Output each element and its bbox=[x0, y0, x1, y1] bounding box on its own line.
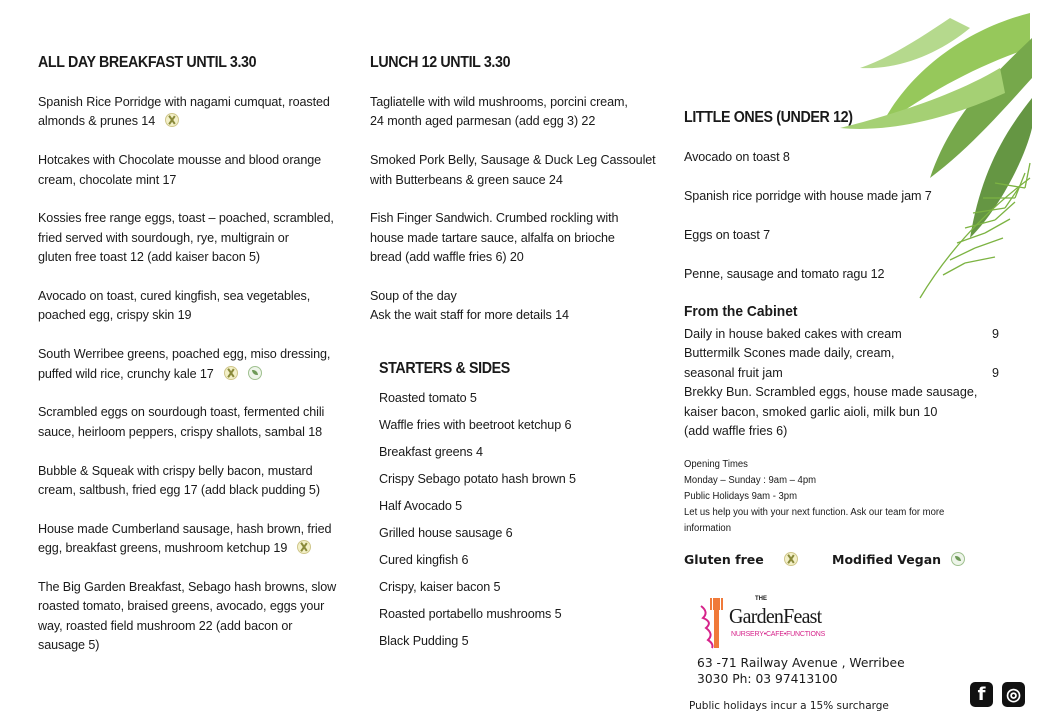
facebook-icon[interactable]: f bbox=[970, 682, 993, 707]
menu-item-text: Penne, sausage and tomato ragu 12 bbox=[684, 267, 885, 281]
cabinet-item-text: seasonal fruit jam bbox=[684, 365, 783, 380]
menu-item-text: Roasted tomato 5 bbox=[379, 391, 477, 405]
menu-item-line bbox=[38, 520, 336, 539]
gluten-free-icon bbox=[224, 366, 238, 380]
menu-item bbox=[38, 287, 336, 326]
opening-times bbox=[684, 457, 969, 537]
surcharge-note: Public holidays incur a 15% surcharge bbox=[689, 700, 889, 712]
menu-item-text: Scrambled eggs on sourdough toast, fermented chili bbox=[38, 405, 325, 420]
menu-item-text: gluten free toast 12 (add kaiser bacon 5) bbox=[38, 250, 261, 265]
gluten-free-icon bbox=[784, 552, 798, 566]
menu-item-line bbox=[38, 462, 336, 481]
menu-item-line bbox=[38, 617, 336, 636]
menu-item bbox=[684, 187, 932, 206]
menu-item-text: Kossies free range eggs, toast – poached, scrambled, bbox=[38, 211, 334, 226]
menu-item-line bbox=[38, 365, 336, 384]
menu-item-text: roasted tomato, braised greens, avocado, eggs your bbox=[38, 599, 325, 614]
menu-item-text: Fish Finger Sandwich. Crumbed rockling with bbox=[370, 211, 619, 226]
cabinet-item bbox=[684, 403, 999, 422]
menu-item-line bbox=[38, 171, 336, 190]
menu-item-text: cream, chocolate mint 17 bbox=[38, 172, 177, 187]
menu-item-text: poached egg, crispy skin 19 bbox=[38, 308, 192, 323]
menu-item-text: egg, breakfast greens, mushroom ketchup 19 bbox=[38, 541, 288, 556]
menu-item bbox=[38, 462, 336, 501]
logo-small-text: THE bbox=[755, 596, 767, 602]
menu-item-line bbox=[38, 229, 336, 248]
menu-item-line bbox=[370, 112, 656, 131]
menu-item-line bbox=[38, 578, 336, 597]
garden-feast-logo bbox=[697, 596, 847, 652]
menu-item-text: 24 month aged parmesan (add egg 3) 22 bbox=[370, 114, 596, 129]
menu-item bbox=[379, 551, 576, 570]
menu-item-line bbox=[684, 148, 932, 167]
menu-item-line bbox=[379, 578, 576, 597]
cabinet-item-text: Buttermilk Scones made daily, cream, bbox=[684, 346, 895, 361]
menu-item bbox=[38, 578, 336, 656]
menu-item bbox=[38, 345, 336, 384]
menu-item-text: Tagliatelle with wild mushrooms, porcini cream, bbox=[370, 95, 628, 109]
menu-item-line bbox=[38, 306, 336, 325]
menu-item bbox=[379, 389, 576, 408]
menu-item bbox=[370, 93, 656, 132]
menu-item-text: The Big Garden Breakfast, Sebago hash browns, slow bbox=[38, 580, 337, 595]
menu-item-line bbox=[370, 93, 656, 112]
little-ones-heading: LITTLE ONES (UNDER 12) bbox=[684, 109, 853, 126]
menu-item bbox=[38, 520, 336, 559]
opening-times-line: Public Holidays 9am - 3pm bbox=[684, 491, 797, 502]
menu-item-text: Hotcakes with Chocolate mousse and blood orange bbox=[38, 153, 322, 168]
menu-item-line bbox=[379, 470, 576, 489]
opening-times-line: Monday – Sunday : 9am – 4pm bbox=[684, 475, 817, 486]
menu-item-line bbox=[379, 389, 576, 408]
menu-item-text: Spanish Rice Porridge with nagami cumquat, roasted bbox=[38, 95, 330, 109]
menu-item-text: house made tartare sauce, alfalfa on brioche bbox=[370, 230, 615, 245]
vegan-icon bbox=[248, 366, 262, 380]
menu-item-text: Spanish rice porridge with house made jam 7 bbox=[684, 189, 932, 203]
menu-item-text: Avocado on toast, cured kingfish, sea vegetables, bbox=[38, 289, 311, 304]
lunch-list bbox=[370, 93, 656, 345]
menu-item bbox=[379, 578, 576, 597]
menu-item-line bbox=[38, 481, 336, 500]
menu-item-line bbox=[684, 265, 932, 284]
cabinet-item bbox=[684, 344, 999, 363]
menu-item-line bbox=[38, 248, 336, 267]
menu-item bbox=[370, 209, 656, 267]
menu-item bbox=[684, 226, 932, 245]
menu-item-text: Grilled house sausage 6 bbox=[379, 526, 513, 540]
menu-item-line bbox=[684, 226, 932, 245]
cabinet-item-text: kaiser bacon, smoked garlic aioli, milk bun 10 bbox=[684, 404, 938, 419]
cabinet-item bbox=[684, 325, 999, 344]
menu-item-text: Waffle fries with beetroot ketchup 6 bbox=[379, 418, 572, 432]
menu-item bbox=[684, 265, 932, 284]
menu-item-text: Breakfast greens 4 bbox=[379, 445, 483, 459]
menu-item bbox=[38, 403, 336, 442]
gluten-free-legend bbox=[684, 552, 798, 567]
menu-item bbox=[379, 605, 576, 624]
menu-item-line bbox=[370, 229, 656, 248]
menu-item-line bbox=[38, 403, 336, 422]
menu-item-text: Smoked Pork Belly, Sausage & Duck Leg Cassoulet bbox=[370, 153, 656, 168]
logo-fork-flower-icon bbox=[697, 596, 729, 650]
menu-item-text: Roasted portabello mushrooms 5 bbox=[379, 607, 562, 621]
menu-item bbox=[38, 209, 336, 267]
menu-item-line bbox=[38, 209, 336, 228]
menu-item-text: almonds & prunes 14 bbox=[38, 114, 156, 129]
menu-item-text: Ask the wait staff for more details 14 bbox=[370, 308, 569, 323]
logo-tagline: NURSERY•CAFE•FUNCTIONS bbox=[731, 631, 826, 638]
menu-item-text: cream, saltbush, fried egg 17 (add black pudding 5) bbox=[38, 483, 320, 498]
address-line-1: 63 -71 Railway Avenue , Werribee bbox=[697, 656, 905, 670]
menu-item-line bbox=[379, 632, 576, 651]
address bbox=[697, 655, 905, 687]
menu-item-line bbox=[379, 551, 576, 570]
address-line-2: 3030 Ph: 03 97413100 bbox=[697, 672, 838, 686]
menu-item-line bbox=[370, 171, 656, 190]
gluten-free-label: Gluten free bbox=[684, 552, 764, 567]
menu-item-line bbox=[379, 605, 576, 624]
starters-list bbox=[379, 389, 576, 659]
menu-item-line bbox=[370, 209, 656, 228]
menu-item-text: Bubble & Squeak with crispy belly bacon, mustard bbox=[38, 463, 313, 478]
menu-item bbox=[38, 93, 336, 132]
menu-item-line bbox=[379, 524, 576, 543]
menu-item bbox=[379, 632, 576, 651]
menu-item-text: fried served with sourdough, rye, multigrain or bbox=[38, 230, 289, 245]
menu-item-text: Avocado on toast 8 bbox=[684, 150, 790, 164]
little-ones-list bbox=[684, 148, 932, 304]
menu-item-text: Soup of the day bbox=[370, 289, 457, 304]
menu-item-text: Cured kingfish 6 bbox=[379, 553, 469, 567]
menu-item-line bbox=[38, 423, 336, 442]
menu-item-text: Crispy Sebago potato hash brown 5 bbox=[379, 472, 576, 486]
menu-item-line bbox=[379, 443, 576, 462]
menu-item bbox=[684, 148, 932, 167]
menu-item-line bbox=[38, 597, 336, 616]
menu-item-text: bread (add waffle fries 6) 20 bbox=[370, 250, 524, 265]
cabinet-list bbox=[684, 325, 999, 441]
menu-item bbox=[379, 524, 576, 543]
cabinet-item-text: Daily in house baked cakes with cream bbox=[684, 327, 902, 341]
menu-item-line bbox=[379, 497, 576, 516]
logo-name: GardenFeast bbox=[729, 604, 822, 628]
menu-item-line bbox=[370, 151, 656, 170]
gluten-free-icon bbox=[165, 113, 179, 127]
opening-times-line: Let us help you with your next function. Ask our team for more bbox=[684, 507, 945, 518]
gluten-free-icon bbox=[297, 540, 311, 554]
menu-item-line bbox=[370, 248, 656, 267]
menu-item-line bbox=[370, 306, 656, 325]
menu-item-line bbox=[38, 636, 336, 655]
menu-item-line bbox=[38, 93, 336, 112]
cabinet-item-text: (add waffle fries 6) bbox=[684, 424, 788, 439]
menu-item-text: sausage 5) bbox=[38, 638, 100, 653]
vegan-label: Modified Vegan bbox=[832, 552, 942, 567]
vegan-icon bbox=[951, 552, 965, 566]
menu-item-text: way, roasted field mushroom 22 (add bacon or bbox=[38, 618, 293, 633]
menu-item-text: Eggs on toast 7 bbox=[684, 228, 771, 242]
menu-item bbox=[379, 470, 576, 489]
cabinet-item-text: Brekky Bun. Scrambled eggs, house made sausage, bbox=[684, 385, 978, 400]
menu-item-text: with Butterbeans & green sauce 24 bbox=[370, 172, 563, 187]
menu-item-text: South Werribee greens, poached egg, miso dressing, bbox=[38, 347, 331, 362]
cabinet-heading: From the Cabinet bbox=[684, 303, 798, 320]
menu-item-text: Half Avocado 5 bbox=[379, 499, 463, 513]
instagram-icon[interactable]: ◎ bbox=[1002, 682, 1025, 707]
menu-item-text: House made Cumberland sausage, hash brown, fried bbox=[38, 521, 332, 536]
breakfast-heading: ALL DAY BREAKFAST UNTIL 3.30 bbox=[38, 54, 257, 71]
menu-item-line bbox=[38, 112, 336, 131]
menu-item-line bbox=[38, 287, 336, 306]
menu-item-line bbox=[370, 287, 656, 306]
opening-times-line: information bbox=[684, 523, 731, 534]
cabinet-item-price: 9 bbox=[991, 327, 999, 341]
cabinet-item-price: 9 bbox=[991, 365, 999, 380]
cabinet-item bbox=[684, 422, 999, 441]
menu-item-text: puffed wild rice, crunchy kale 17 bbox=[38, 366, 214, 381]
opening-times-line: Opening Times bbox=[684, 459, 748, 470]
menu-item-line bbox=[38, 151, 336, 170]
menu-item bbox=[379, 443, 576, 462]
vegan-legend bbox=[832, 552, 965, 567]
menu-item bbox=[379, 416, 576, 435]
starters-heading: STARTERS & SIDES bbox=[379, 360, 510, 377]
menu-item bbox=[38, 151, 336, 190]
cabinet-item bbox=[684, 364, 999, 383]
breakfast-list bbox=[38, 93, 336, 675]
menu-item-line bbox=[684, 187, 932, 206]
lunch-heading: LUNCH 12 UNTIL 3.30 bbox=[370, 54, 511, 71]
menu-item-text: Black Pudding 5 bbox=[379, 634, 469, 648]
menu-item-text: sauce, heirloom peppers, crispy shallots, sambal 18 bbox=[38, 424, 322, 439]
menu-item-line bbox=[38, 345, 336, 364]
menu-item bbox=[370, 151, 656, 190]
menu-item bbox=[370, 287, 656, 326]
cabinet-item bbox=[684, 383, 999, 402]
menu-item bbox=[379, 497, 576, 516]
menu-item-line bbox=[38, 539, 336, 558]
menu-item-line bbox=[379, 416, 576, 435]
menu-item-text: Crispy, kaiser bacon 5 bbox=[379, 580, 501, 594]
